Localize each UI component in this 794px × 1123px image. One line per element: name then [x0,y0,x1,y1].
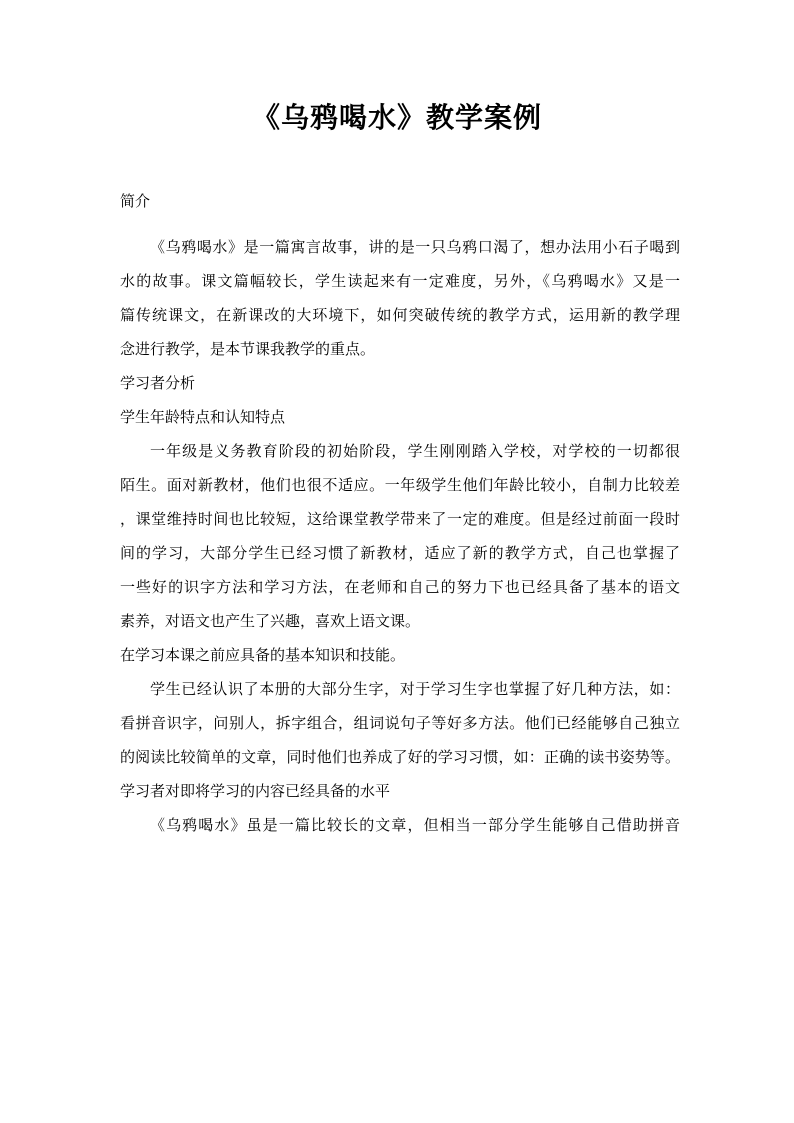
section-heading-intro: 简介 [120,192,151,210]
paragraph-line: 间的学习，大部分学生已经习惯了新教材，适应了新的教学方式，自己也掌握了 [120,544,680,562]
paragraph-line: 《乌鸦喝水》是一篇寓言故事，讲的是一只乌鸦口渴了，想办法用小石子喝到 [150,238,680,256]
paragraph-line: 篇传统课文，在新课改的大环境下，如何突破传统的教学方式，运用新的教学理 [120,306,680,324]
paragraph-line: 一年级是义务教育阶段的初始阶段，学生刚刚踏入学校，对学校的一切都很 [150,442,680,460]
document-body [120,184,680,842]
paragraph-line: 水的故事。课文篇幅较长，学生读起来有一定难度，另外，《乌鸦喝水》又是一 [120,272,680,290]
subsection-heading-prior-knowledge: 在学习本课之前应具备的基本知识和技能。 [120,646,406,664]
paragraph-line: 《乌鸦喝水》虽是一篇比较长的文章，但相当一部分学生能够自己借助拼音 [150,816,680,834]
paragraph-line: 一些好的识字方法和学习方法，在老师和自己的努力下也已经具备了基本的语文 [120,578,680,596]
subsection-heading-age-features: 学生年龄特点和认知特点 [120,408,286,426]
section-heading-learner-analysis: 学习者分析 [120,374,196,392]
document-title: 《乌鸦喝水》教学案例 [251,101,542,134]
paragraph-line: 看拼音识字，问别人，拆字组合，组词说句子等好多方法。他们已经能够自己独立 [120,714,680,732]
paragraph-line: 学生已经认识了本册的大部分生字，对于学习生字也掌握了好几种方法，如： [150,680,680,698]
subsection-heading-existing-level: 学习者对即将学习的内容已经具备的水平 [120,782,391,800]
paragraph-line: 的阅读比较简单的文章，同时他们也养成了好的学习习惯，如：正确的读书姿势等。 [120,748,680,766]
paragraph-line: ，课堂维持时间也比较短，这给课堂教学带来了一定的难度。但是经过前面一段时 [120,510,680,528]
paragraph-line: 陌生。面对新教材，他们也很不适应。一年级学生他们年龄比较小，自制力比较差 [120,476,680,494]
paragraph-line: 念进行教学，是本节课我教学的重点。 [120,340,376,358]
paragraph-line: 素养，对语文也产生了兴趣，喜欢上语文课。 [120,612,421,630]
